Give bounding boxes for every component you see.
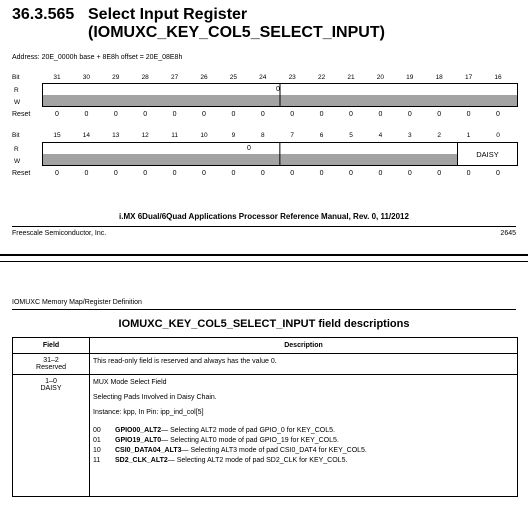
field-bits: 31–2 xyxy=(43,357,59,364)
reset-value: 0 xyxy=(437,111,442,118)
register-cells-lower xyxy=(42,142,458,166)
reset-value: 0 xyxy=(113,170,118,177)
register-address: Address: 20E_0000h base + 8E8h offset = 20E_08E8h xyxy=(12,54,183,61)
bit-number: 24 xyxy=(259,74,267,81)
description-cell xyxy=(90,354,518,375)
reset-value: 0 xyxy=(260,170,265,177)
reset-value: 0 xyxy=(466,111,471,118)
bit-number: 12 xyxy=(141,132,149,139)
description-text: Selecting Pads Involved in Daisy Chain. xyxy=(93,394,217,401)
read-value-upper: 0 xyxy=(276,86,280,93)
bit-number: 16 xyxy=(494,74,502,81)
bit-number: 27 xyxy=(170,74,179,81)
daisy-field-cell: DAISY xyxy=(457,142,518,166)
reset-value: 0 xyxy=(143,111,148,118)
reset-value: 0 xyxy=(349,170,353,177)
page-header: IOMUXC Memory Map/Register Definition xyxy=(12,299,142,306)
bit-number: 28 xyxy=(141,74,149,81)
reset-values-upper xyxy=(0,111,528,121)
bit-number: 30 xyxy=(82,74,90,81)
bit-row-label: Bit xyxy=(12,132,20,139)
bit-number: 21 xyxy=(347,74,355,81)
bit-number: 11 xyxy=(171,132,178,139)
reset-value: 0 xyxy=(172,170,177,177)
footer-divider xyxy=(12,226,516,227)
field-cell xyxy=(13,375,90,497)
reset-value: 0 xyxy=(496,111,500,118)
option-item xyxy=(93,436,514,445)
option-text: — Selecting ALT2 mode of pad GPIO_0 for KEY_COL5. xyxy=(161,427,335,434)
bit-number: 22 xyxy=(317,74,326,81)
reset-value: 0 xyxy=(113,111,118,118)
reset-value: 0 xyxy=(172,111,177,118)
option-name: GPIO00_ALT2 xyxy=(115,427,162,434)
bit-number: 6 xyxy=(319,132,324,139)
column-header-field: Field xyxy=(13,338,90,354)
description-text: MUX Mode Select Field xyxy=(93,379,167,386)
column-header-description: Description xyxy=(90,338,518,354)
register-cells-upper xyxy=(42,83,518,107)
reset-values-lower xyxy=(0,170,528,180)
description-cell xyxy=(90,375,518,497)
option-name: CSI0_DATA04_ALT3 xyxy=(115,447,182,454)
table-row xyxy=(13,354,518,375)
option-item xyxy=(93,426,514,435)
bit-number: 10 xyxy=(200,132,208,139)
bit-number: 26 xyxy=(200,74,208,81)
reset-row-label: Reset xyxy=(12,111,31,118)
section-title-line2: (IOMUXC_KEY_COL5_SELECT_INPUT) xyxy=(88,24,385,41)
option-text: — Selecting ALT2 mode of pad SD2_CLK for KEY_COL5. xyxy=(167,457,348,464)
manual-title-footer: i.MX 6Dual/6Quad Applications Processor Reference Manual, Rev. 0, 11/2012 xyxy=(119,212,409,221)
bit-number: 8 xyxy=(260,132,265,139)
description-text: Instance: kpp, In Pin: ipp_ind_col[5] xyxy=(93,409,204,416)
reset-value: 0 xyxy=(290,111,295,118)
write-row-label: W xyxy=(14,99,21,106)
reset-value: 0 xyxy=(378,111,383,118)
bit-number: 2 xyxy=(437,132,441,139)
footer-page-number: 2645 xyxy=(500,230,516,237)
bit-number: 29 xyxy=(112,74,120,81)
footer-company: Freescale Semiconductor, Inc. xyxy=(12,230,107,237)
cell-dividers-upper xyxy=(43,84,517,106)
bit-number: 23 xyxy=(288,74,296,81)
field-name: Reserved xyxy=(36,364,66,371)
table-title: IOMUXC_KEY_COL5_SELECT_INPUT field descriptions xyxy=(118,318,410,330)
option-text: — Selecting ALT0 mode of pad GPIO_19 for KEY_COL5. xyxy=(161,437,339,444)
reset-value: 0 xyxy=(349,111,353,118)
reset-value: 0 xyxy=(202,111,206,118)
reset-value: 0 xyxy=(437,170,442,177)
bit-number: 1 xyxy=(466,132,471,139)
reset-value: 0 xyxy=(84,170,89,177)
option-name: SD2_CLK_ALT2 xyxy=(115,457,168,464)
option-text: — Selecting ALT3 mode of pad CSI0_DAT4 for KEY_COL5. xyxy=(181,447,367,454)
reset-value: 0 xyxy=(143,170,148,177)
reset-value: 0 xyxy=(407,111,412,118)
reset-value: 0 xyxy=(407,170,412,177)
bit-number: 13 xyxy=(112,132,120,139)
description-text: This read-only field is reserved and always has the value 0. xyxy=(93,358,277,365)
reset-value: 0 xyxy=(260,111,265,118)
reset-row-label: Reset xyxy=(12,170,31,177)
reset-value: 0 xyxy=(231,111,236,118)
read-row-label: R xyxy=(14,146,19,153)
table-row xyxy=(13,375,518,497)
page-break xyxy=(0,254,528,262)
bit-number: 31 xyxy=(53,74,61,81)
field-descriptions-table xyxy=(12,337,518,497)
field-cell xyxy=(13,354,90,375)
section-number: 36.3.565 xyxy=(12,6,75,23)
bit-number: 9 xyxy=(231,132,236,139)
reset-value: 0 xyxy=(466,170,471,177)
bit-number: 15 xyxy=(53,132,61,139)
section-title-line1: Select Input Register xyxy=(88,6,248,23)
section-title xyxy=(88,6,385,42)
write-row-label: W xyxy=(14,158,21,165)
bit-number: 3 xyxy=(407,132,412,139)
bit-number: 4 xyxy=(378,132,383,139)
bit-number: 18 xyxy=(435,74,443,81)
option-code: 11 xyxy=(93,457,101,464)
bit-numbers-lower xyxy=(0,132,528,142)
header-divider xyxy=(12,309,516,310)
reset-value: 0 xyxy=(319,170,324,177)
bit-number: 14 xyxy=(82,132,90,139)
bit-number: 0 xyxy=(496,132,500,139)
bit-number: 5 xyxy=(349,132,353,139)
reset-value: 0 xyxy=(378,170,383,177)
read-value-lower: 0 xyxy=(247,145,251,152)
reset-value: 0 xyxy=(55,111,59,118)
option-code: 00 xyxy=(93,427,101,434)
bit-number: 19 xyxy=(406,74,414,81)
option-code: 01 xyxy=(93,437,101,444)
read-row-label: R xyxy=(14,87,19,94)
bit-number: 20 xyxy=(376,74,384,81)
reset-value: 0 xyxy=(290,170,295,177)
option-name: GPIO19_ALT0 xyxy=(115,437,162,444)
reset-value: 0 xyxy=(496,170,500,177)
reset-value: 0 xyxy=(231,170,236,177)
option-item xyxy=(93,456,514,465)
bit-number: 25 xyxy=(229,74,237,81)
reset-value: 0 xyxy=(55,170,59,177)
bit-row-label: Bit xyxy=(12,74,20,81)
option-code: 10 xyxy=(93,447,101,454)
bit-number: 7 xyxy=(290,132,294,139)
field-name: DAISY xyxy=(40,385,62,392)
reset-value: 0 xyxy=(319,111,324,118)
field-bits: 1–0 xyxy=(45,378,57,385)
bit-number: 17 xyxy=(464,74,473,81)
option-item xyxy=(93,446,514,455)
reset-value: 0 xyxy=(84,111,89,118)
reset-value: 0 xyxy=(202,170,206,177)
